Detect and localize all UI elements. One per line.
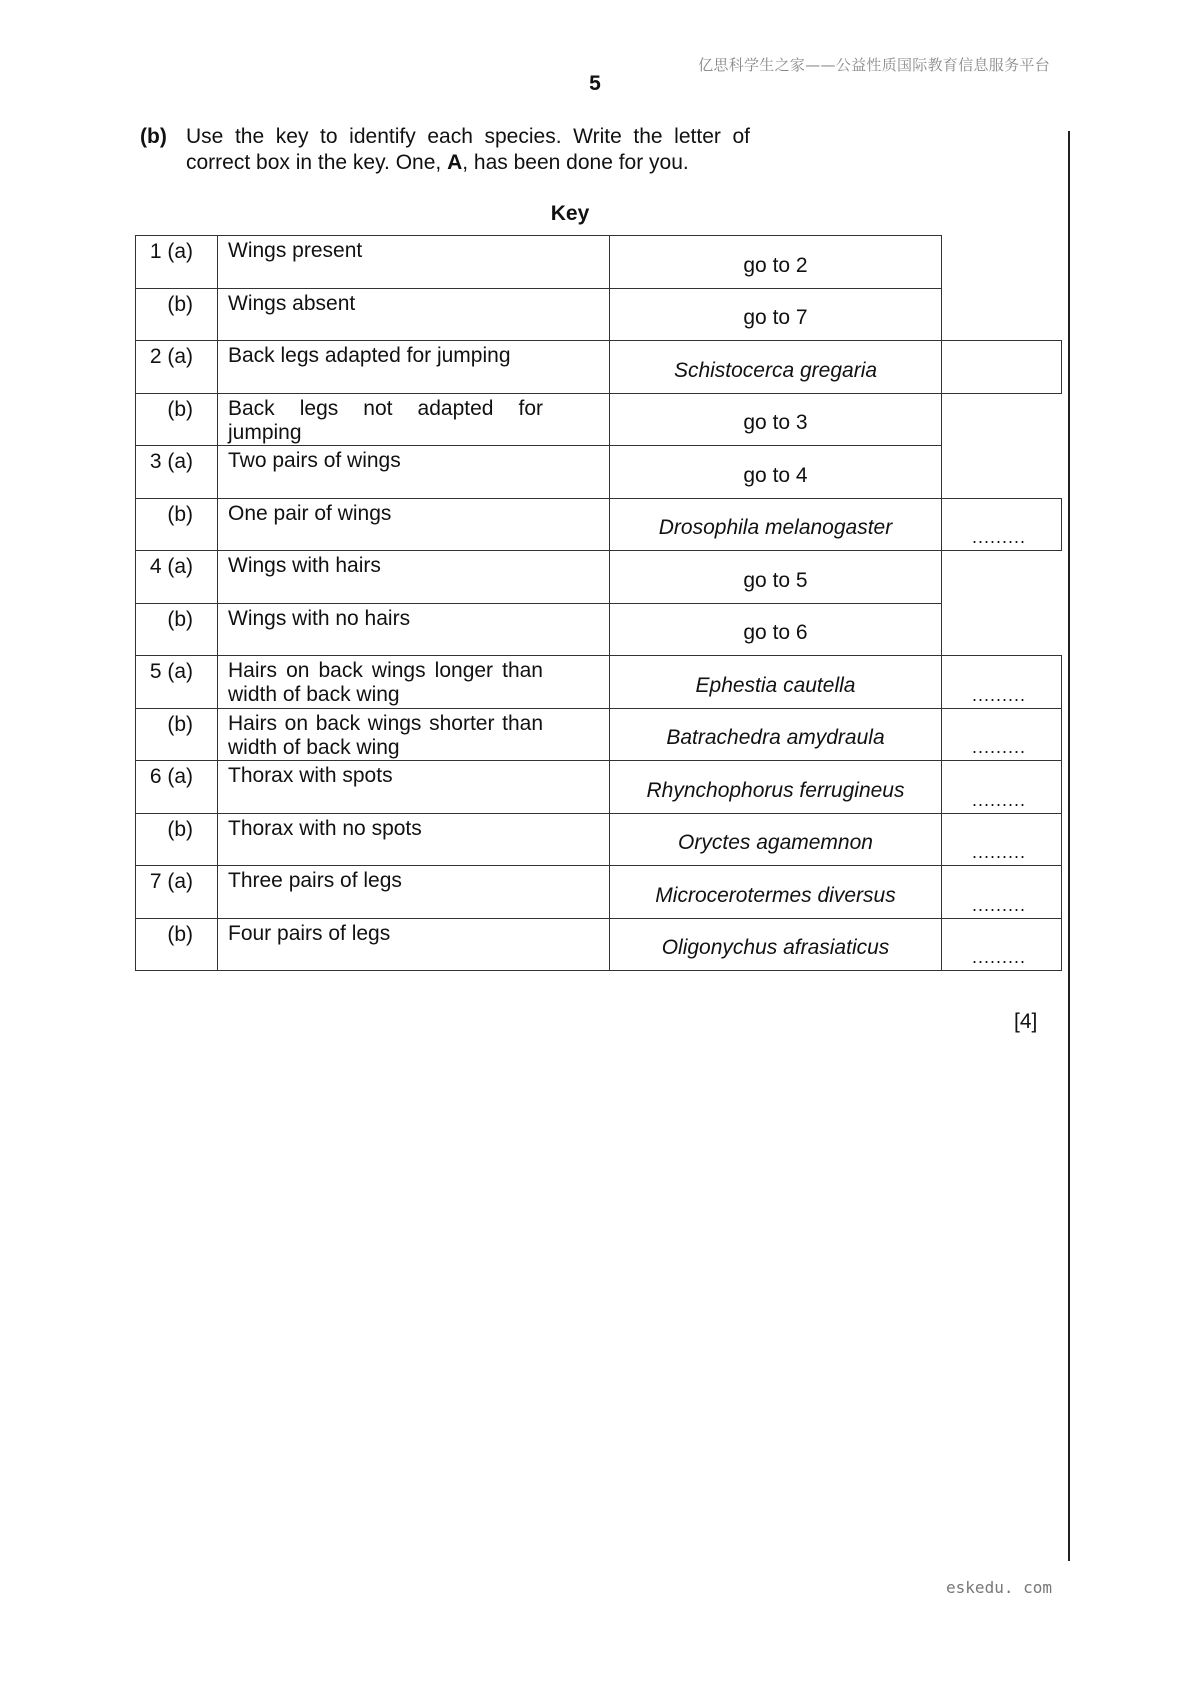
key-step-number <box>136 341 218 394</box>
key-row <box>136 918 1062 971</box>
key-species-name: Batrachedra amydraula <box>610 708 942 761</box>
key-description-text: Back legs not adapted for jumping <box>228 396 543 444</box>
key-step-number <box>136 603 218 656</box>
key-step-number <box>136 866 218 919</box>
answer-dotted-line: ......... <box>972 947 1027 967</box>
key-go-to: go to 3 <box>610 393 942 446</box>
answer-blank <box>942 288 1062 341</box>
key-go-to: go to 6 <box>610 603 942 656</box>
key-step-number <box>136 813 218 866</box>
key-description <box>218 813 610 866</box>
answer-dotted-line: ......... <box>972 842 1027 862</box>
key-go-to: go to 5 <box>610 551 942 604</box>
key-description <box>218 393 610 446</box>
key-species-name: Drosophila melanogaster <box>610 498 942 551</box>
key-step-number <box>136 918 218 971</box>
key-go-to: go to 7 <box>610 288 942 341</box>
key-step-number-text: (b) <box>167 712 193 736</box>
instruction-line-2 <box>186 150 750 176</box>
answer-box[interactable] <box>942 918 1062 971</box>
key-species-name: Oligonychus afrasiaticus <box>610 918 942 971</box>
key-go-to: go to 2 <box>610 236 942 289</box>
key-description <box>218 446 610 499</box>
key-description-text: Hairs on back wings shorter than width of back wing <box>228 711 543 759</box>
key-row <box>136 603 1062 656</box>
key-row <box>136 236 1062 289</box>
watermark-text: 亿思科学生之家——公益性质国际教育信息服务平台 <box>698 56 1050 74</box>
key-step-number-text: 6 (a) <box>149 765 193 788</box>
key-description <box>218 603 610 656</box>
key-row <box>136 446 1062 499</box>
question-part-b <box>140 124 750 176</box>
margin-rule <box>1068 131 1070 1561</box>
key-species-name: Ephestia cautella <box>610 656 942 709</box>
answer-blank <box>942 393 1062 446</box>
footer-site: eskedu. com <box>946 1578 1052 1597</box>
key-step-number-text: (b) <box>167 607 193 631</box>
key-step-number-text: 1 (a) <box>149 240 193 263</box>
key-description <box>218 498 610 551</box>
key-description <box>218 656 610 709</box>
key-step-number-text: (b) <box>167 397 193 421</box>
instruction-line-1: Use the key to identify each species. Write the letter of <box>186 125 750 148</box>
key-row <box>136 866 1062 919</box>
answer-dotted-line: ......... <box>972 684 1027 705</box>
key-description <box>218 236 610 289</box>
key-step-number-text: (b) <box>167 922 193 946</box>
dichotomous-key-table <box>135 235 1062 971</box>
key-go-to: go to 4 <box>610 446 942 499</box>
key-row <box>136 551 1062 604</box>
answer-blank <box>942 446 1062 499</box>
key-row <box>136 393 1062 446</box>
answer-box[interactable] <box>942 708 1062 761</box>
key-step-number-text: (b) <box>167 502 193 526</box>
key-row <box>136 708 1062 761</box>
key-description-text: Hairs on back wings longer than width of back wing <box>228 659 543 706</box>
question-part-label: (b) <box>140 125 167 148</box>
answer-blank <box>942 603 1062 656</box>
key-row <box>136 288 1062 341</box>
key-description-text: Wings present <box>228 239 363 262</box>
page-number: 5 <box>589 72 601 95</box>
key-row <box>136 813 1062 866</box>
key-species-name: Oryctes agamemnon <box>610 813 942 866</box>
key-step-number <box>136 656 218 709</box>
key-description <box>218 866 610 919</box>
key-description <box>218 761 610 814</box>
key-step-number-text: 5 (a) <box>149 660 193 683</box>
key-step-number <box>136 446 218 499</box>
key-step-number <box>136 236 218 289</box>
key-description <box>218 288 610 341</box>
key-description-text: Thorax with no spots <box>228 816 422 840</box>
key-description-text: Back legs adapted for jumping <box>228 344 511 367</box>
key-row <box>136 498 1062 551</box>
key-species-name: Rhynchophorus ferrugineus <box>610 761 942 814</box>
key-row <box>136 761 1062 814</box>
answer-box[interactable] <box>942 656 1062 709</box>
instruction-line-2-pre: correct box in the key. One, <box>186 151 448 174</box>
answer-box[interactable] <box>942 813 1062 866</box>
instruction-bold-letter: A <box>447 151 463 174</box>
key-description-text: Wings with no hairs <box>228 606 411 630</box>
key-step-number <box>136 708 218 761</box>
answer-blank <box>942 236 1062 289</box>
answer-dotted-line: ......... <box>972 737 1027 757</box>
answer-dotted-line: ......... <box>972 527 1027 547</box>
key-row <box>136 341 1062 394</box>
key-description <box>218 918 610 971</box>
key-step-number <box>136 761 218 814</box>
answer-box[interactable] <box>942 341 1062 394</box>
marks-total: [4] <box>1014 1010 1038 1033</box>
key-species-name: Microcerotermes diversus <box>610 866 942 919</box>
key-description <box>218 341 610 394</box>
key-description <box>218 551 610 604</box>
answer-dotted-line: ......... <box>972 894 1027 915</box>
key-description-text: Wings absent <box>228 291 356 315</box>
key-description-text: Wings with hairs <box>228 554 381 577</box>
key-step-number-text: (b) <box>167 817 193 841</box>
key-description-text: Thorax with spots <box>228 764 393 787</box>
answer-blank <box>942 551 1062 604</box>
key-description-text: One pair of wings <box>228 501 392 525</box>
question-instruction <box>186 124 750 176</box>
key-step-number-text: 4 (a) <box>149 555 193 578</box>
key-row <box>136 656 1062 709</box>
answer-box[interactable] <box>942 866 1062 919</box>
key-description <box>218 708 610 761</box>
key-species-name: Schistocerca gregaria <box>610 341 942 394</box>
key-step-number-text: 2 (a) <box>149 345 193 368</box>
key-description-text: Two pairs of wings <box>228 449 401 472</box>
key-step-number <box>136 551 218 604</box>
key-step-number-text: 7 (a) <box>149 870 193 893</box>
instruction-line-2-post: , has been done for you. <box>462 151 689 174</box>
key-step-number <box>136 498 218 551</box>
answer-box[interactable] <box>942 761 1062 814</box>
answer-dotted-line: ......... <box>972 789 1027 810</box>
key-description-text: Three pairs of legs <box>228 869 402 892</box>
key-title: Key <box>550 202 590 225</box>
key-step-number <box>136 393 218 446</box>
key-step-number-text: 3 (a) <box>149 450 193 473</box>
key-description-text: Four pairs of legs <box>228 921 391 945</box>
answer-box[interactable] <box>942 498 1062 551</box>
key-step-number <box>136 288 218 341</box>
key-step-number-text: (b) <box>167 292 193 316</box>
